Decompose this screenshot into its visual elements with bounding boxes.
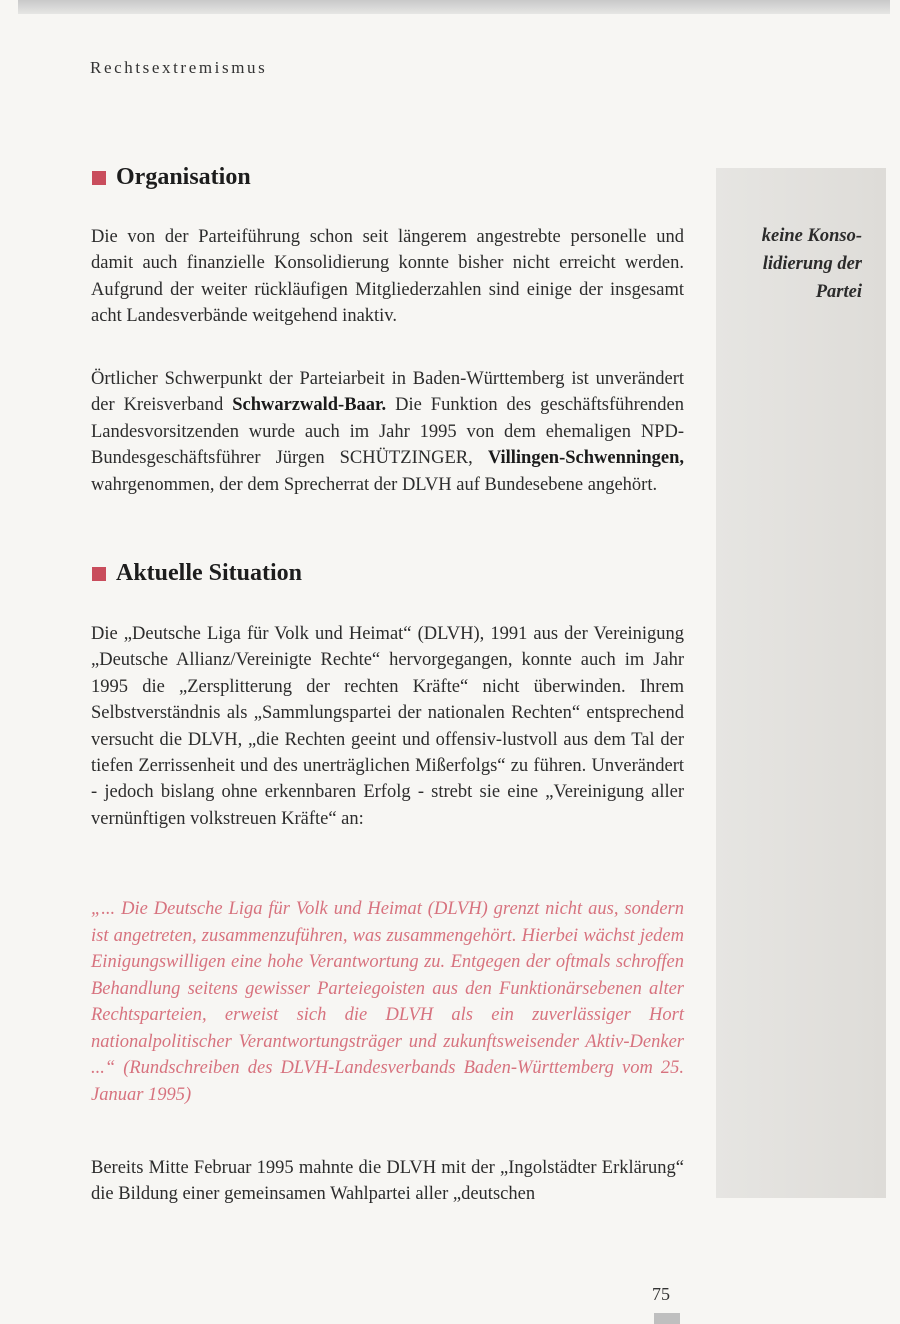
section-title: Organisation: [116, 164, 251, 190]
section-heading-organisation: [92, 164, 251, 191]
scan-top-edge: [18, 0, 890, 14]
paragraph: Die von der Parteiführung schon seit längerem angestrebte personelle und damit auch finanzielle Konsolidierung konnte bisher nicht erreicht werden. Aufgrund der weiter rückläufigen Mitgliederzahlen sind einige der insgesamt acht Landesverbände weitgehend inaktiv.: [91, 227, 684, 327]
page-edge-mark: [654, 1313, 680, 1324]
page-number: 75: [652, 1284, 670, 1304]
running-head: Rechtsextremismus: [90, 58, 268, 77]
text-run: wahrgenommen, der dem Sprecherrat der DLVH auf Bundesebene angehört.: [91, 474, 658, 495]
bold-place-name: Villingen-Schwenningen,: [487, 448, 684, 469]
text-run: Örtlicher Schwerpunkt der Parteiarbeit in Baden-Württemberg ist unverändert der Kreisverband: [91, 369, 684, 416]
section-title: Aktuelle Situation: [116, 560, 303, 586]
section-bullet-square: [92, 567, 106, 581]
bold-place-name: Schwarzwald-Baar.: [232, 395, 387, 416]
margin-note: keine Konso-lidierung der Partei: [761, 226, 862, 302]
paragraph: Die „Deutsche Liga für Volk und Heimat“ (DLVH), 1991 aus der Vereinigung „Deutsche Allianz/Vereinigte Rechte“ hervorgegangen, konnte auch im Jahr 1995 die „Zersplitterung der rechten Kräfte“ nicht überwinden. Ihrem Selbstverständnis als „Sammlungspartei der nationalen Rechten“ entsprechend versucht die DLVH, „die Rechten geeint und offensiv-lustvoll aus dem Tal der tiefen Zerrissenheit und des unerträglichen Mißerfolgs“ zu führen. Unverändert - jedoch bislang ohne erkennbaren Erfolg - strebt sie eine „Vereinigung aller vernünftigen volkstreuen Kräfte“ an:: [91, 624, 684, 829]
margin-column: [716, 168, 886, 1198]
paragraph: Bereits Mitte Februar 1995 mahnte die DLVH mit der „Ingolstädter Erklärung“ die Bildung einer gemeinsamen Wahlpartei aller „deutschen: [91, 1158, 684, 1205]
text-run: Die Funktion des geschäftsführenden Landesvorsitzenden wurde auch im Jahr 1995 von dem ehemaligen NPD-Bundesgeschäftsführer Jürgen SCHÜTZINGER,: [91, 395, 684, 469]
quotation: „... Die Deutsche Liga für Volk und Heimat (DLVH) grenzt nicht aus, sondern ist angetreten, zusammenzuführen, was zusammengehört. Hierbei wächst jedem Einigungswilligen eine hohe Verantwortung zu. Entgegen der oftmals schroffen Behandlung seitens gewisser Parteiegoisten aus den Funktionärsebenen alter Rechtsparteien, erweist sich die DLVH als ein zuverlässiger Hort nationalpolitischer Verantwortungsträger und zukunftsweisender Aktiv-Denker ...“ (Rundschreiben des DLVH-Landesverbands Baden-Württemberg vom 25. Januar 1995): [91, 899, 684, 1105]
section-bullet-square: [92, 171, 106, 185]
section-heading-aktuelle-situation: [92, 560, 302, 587]
paragraph: [91, 366, 684, 498]
